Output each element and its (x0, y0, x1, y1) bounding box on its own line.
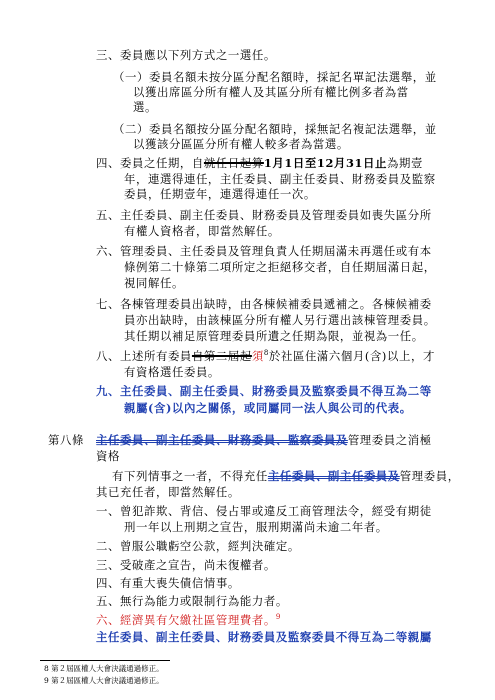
footnote-ref-8: 8 (263, 349, 269, 358)
item3-sub1-line1: （一）委員名額未按分區分配名額時，採記名單記法選舉，並 (113, 70, 437, 84)
item3-sub2-line1: （二）委員名額按分區分配名額時，採無記名複記法選舉，並 (113, 122, 437, 136)
item4-line2: 年，連選得連任，主任委員、副主任委員、財務委員及監察 (124, 172, 436, 186)
article8-label: 第八條 (48, 433, 84, 447)
article8-intro-deleted: 主任委員、副主任委員及 (267, 469, 400, 483)
item3-head: 三、委員應以下列方式之一選任。 (96, 48, 276, 62)
item8-line1-post: 於社區住滿六個月(含)以上，才 (268, 349, 435, 363)
item4-line3: 委員，任期壹年，連選得連任一次。 (124, 187, 316, 201)
item9-line1: 九、主任委員、副主任委員、財務委員及監察委員不得互為二等 (96, 384, 432, 398)
footnote-9: 9 第２屆區權人大會決議通過修正。 (44, 676, 164, 685)
item4-line1-pre: 四、委員之任期，自 (96, 156, 204, 170)
item3-sub1-line3: 選。 (133, 100, 157, 114)
article8-intro-post: 管理委員， (399, 469, 460, 483)
item9-line2: 親屬(含)以內之關係，或同屬同一法人與公司的代表。 (124, 401, 412, 415)
article8-clause6 (96, 613, 281, 627)
article8-clause1-line1: 一、曾犯詐欺、背信、侵占罪或違反工商管理法令，經受有期徒 (96, 504, 432, 518)
item8-line2: 有資格選任委員。 (124, 365, 220, 379)
item8-line1-pre: 八、上述所有委員 (96, 349, 192, 363)
article8-clause1-line2: 刑一年以上刑期之宣告，服刑期滿尚未逾二年者。 (124, 520, 388, 534)
item4-line1-deleted: 就任日起算 (203, 156, 264, 170)
article8-clause3: 三、受破產之宣告，尚未復權者。 (96, 558, 276, 572)
item7-line3: 其任期以補足原管理委員所遺之任期為限，並視為一任。 (124, 329, 424, 343)
article8-clause7: 主任委員、副主任委員、財務委員及監察委員不得互為二等親屬 (96, 630, 432, 644)
item8-line1-inserted: 須 (251, 349, 264, 363)
item6-line3: 視同解任。 (124, 276, 184, 290)
article8-intro-line1 (112, 469, 460, 483)
article8-intro-line2: 其已充任者，即當然解任。 (96, 485, 240, 499)
article8-title-deleted: 主任委員、副主任委員、財務委員、監察委員及 (96, 433, 348, 447)
item5-line1: 五、主任委員、副主任委員、財務委員及管理委員如喪失區分所 (96, 208, 432, 222)
article8-clause5: 五、無行為能力或限制行為能力者。 (96, 594, 288, 608)
footnote-ref-9: 9 (275, 613, 281, 622)
article8-title-line2: 資格 (96, 449, 120, 463)
item3-sub2-line2: 以獲該分區區分所有權人較多者為當選。 (133, 137, 349, 151)
item8-line1-deleted: 自第二屆起 (191, 349, 252, 363)
item4-line1-inserted: 1月1日至12月31日止 (263, 156, 387, 170)
item6-line2: 條例第二十條第二項所定之拒絕移交者，自任期屆滿日起， (124, 260, 436, 274)
article8-title-line1 (96, 433, 432, 447)
item3-sub1-line2: 以獲出席區分所有權人及其區分所有權比例多者為當 (133, 85, 409, 99)
footnote-divider (40, 660, 170, 661)
item7-line1: 七、各棟管理委員出缺時，由各棟候補委員遞補之。各棟候補委 (96, 297, 432, 311)
item4-line1 (96, 156, 423, 170)
footnote-8: 8 第２屆區權人大會決議通過修正。 (44, 664, 164, 673)
item7-line2: 員亦出缺時，由該棟區分所有權人另行選出該棟管理委員。 (124, 313, 436, 327)
article8-intro-pre: 有下列情事之一者，不得充任 (112, 469, 268, 483)
item8-line1 (96, 349, 435, 363)
article8-clause2: 二、曾服公職虧空公款，經判決確定。 (96, 539, 300, 553)
item5-line2: 有權人資格者，即當然解任。 (124, 224, 280, 238)
article8-title-post: 管理委員之消極 (347, 433, 432, 447)
article8-clause6-text: 六、經濟異有欠繳社區管理費者。 (96, 613, 276, 627)
item4-line1-post: 為期壹 (387, 156, 423, 170)
item6-line1: 六、管理委員、主任委員及管理負責人任期屆滿未再選任或有本 (96, 244, 432, 258)
article8-clause4: 四、有重大喪失債信情事。 (96, 576, 240, 590)
